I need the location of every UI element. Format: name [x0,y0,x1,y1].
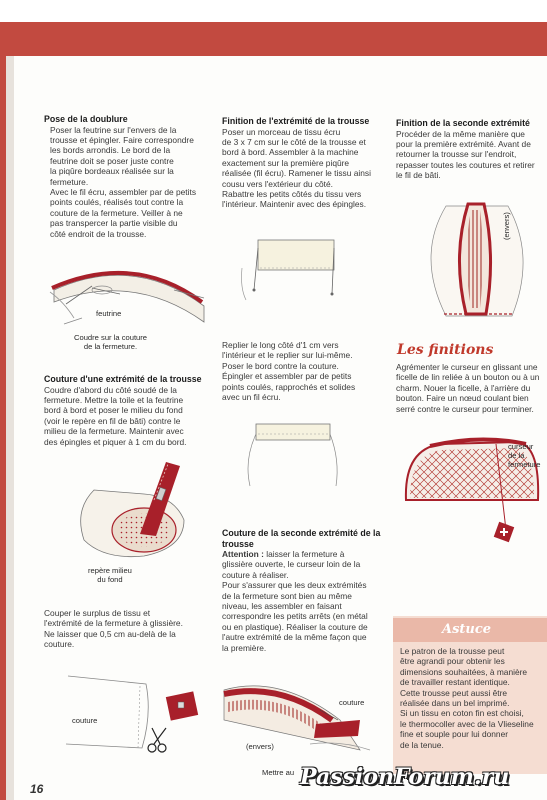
label-mettre-au: Mettre au [262,768,295,777]
finitions-title: Les finitions [397,342,494,358]
section-body: Coudre d'abord du côté soudé de la fermeture. Mettre la toile et la feutrine bord à bord et poser le milieu du fond (voir le repère en fil de bâti) contre le milieu de la fermeture. Maintenir avec des épingles et piquer à 1 cm du bord. [44,384,187,447]
section-title: Finition de la seconde extrémité [396,118,530,128]
section-couper-surplus [44,608,222,650]
section-title: Couture de la seconde extrémité de la trousse [222,528,381,549]
section-title: Couture d'une extrémité de la trousse [44,374,202,384]
illustration-pouch-inside-out [416,196,532,324]
section-body: Poser un morceau de tissu écru de 3 x 7 cm sur le côté de la trousse et bord à bord. Assembler à la machine exactement sur la première piqûre réalisée (fil écru). Ramener le tissu ainsi cousu vers l'extérieur du côté. Rabattre les petits côtés du tissu vers l'intérieur. Maintenir avec des épingles. [222,126,371,210]
label-envers: (envers) [246,742,274,751]
section-finition-extremite [222,116,394,210]
label-feutrine: feutrine [96,309,122,318]
section-body: Agrémenter le curseur en glissant une ficelle de lin reliée à un bouton ou à un charm. Nouer la ficelle, à l'arrière du bouton. Faire un nœud coulant bien serré contre le curseur pour terminer. [396,362,540,414]
section-body: Procéder de la même manière que pour la première extrémité. Avant de retourner la trousse sur l'endroit, repasser toutes les coutures et retirer le fil de bâti. [396,128,535,181]
section-body: Pour s'assurer que les deux extrémités de la fermeture sont bien au même niveau, les assembler en faisant correspondre les petits arrêts (en métal ou en plastique). Réaliser la couture de l'autre extrémité de la même façon que la première. [222,580,368,653]
illustration-folded-edge [236,420,346,490]
section-finition-seconde [396,118,547,181]
section-body: Couper le surplus de tissu et l'extrémité de la fermeture à glissière. Ne laisser que 0,5 cm au-delà de la couture. [44,608,183,650]
label-curseur: curseur de la fermeture [508,442,541,469]
section-pose-doublure [44,114,222,239]
label-coudre-couture: Coudre sur la couture de la fermeture. [74,333,148,351]
label-couture: couture [339,698,365,707]
page-number: 16 [30,782,44,796]
left-red-edge [0,56,6,800]
illustration-finished-pouch [400,420,547,560]
section-body-first: laisser la fermeture à glissière ouverte, le curseur loin de la couture à réaliser. [222,549,361,580]
illustration-fabric-piece [236,228,346,304]
top-margin [0,0,547,22]
attention-label: Attention : [222,549,264,559]
header-red-band [0,22,547,56]
scissors-icon [148,728,166,752]
section-title: Finition de l'extrémité de la trousse [222,116,370,126]
illustration-zipper-end [64,460,214,572]
astuce-title: Astuce [442,622,492,637]
watermark: PassionForum.ru [300,764,510,790]
section-body: Poser la feutrine sur l'envers de la trousse et épingler. Faire correspondre les bords arrondis. Le bord de la feutrine doit se poser juste contre la piqûre bordeaux réalisée sur la fermeture. Avec le fil écru, assembler par de petits points coulés, réalisés tout contre la couture de la fermeture. Veiller à ne pas transpercer la partie visible du côté endroit de la trousse. [50,124,197,239]
astuce-body: Le patron de la trousse peut être agrandi pour obtenir les dimensions souhaitées, à manière de travailler restant identique. Cette trousse peut aussi être réalisée dans un bel imprimé. Si un tissu en coton fin est choisi, le thermocoller avec de la Vlieseline fine et souple pour lui donner de la tenue. [400,646,534,750]
section-finitions [396,362,547,414]
label-couture: couture [72,716,98,725]
label-envers: (envers) [502,212,511,240]
section-couture-extremite [44,374,222,447]
section-title: Pose de la doublure [44,114,128,124]
section-replier [222,340,394,402]
section-body: Replier le long côté d'1 cm vers l'intérieur et le replier sur lui-même. Poser le bord contre la couture. Épingler et assembler par de petits points coulés, rapprochés et solides avec un fil écru. [222,340,356,403]
illustration-trim-surplus [56,664,206,764]
section-seconde-extremite [222,528,394,653]
label-repere-milieu: repère milieu du fond [88,566,132,584]
